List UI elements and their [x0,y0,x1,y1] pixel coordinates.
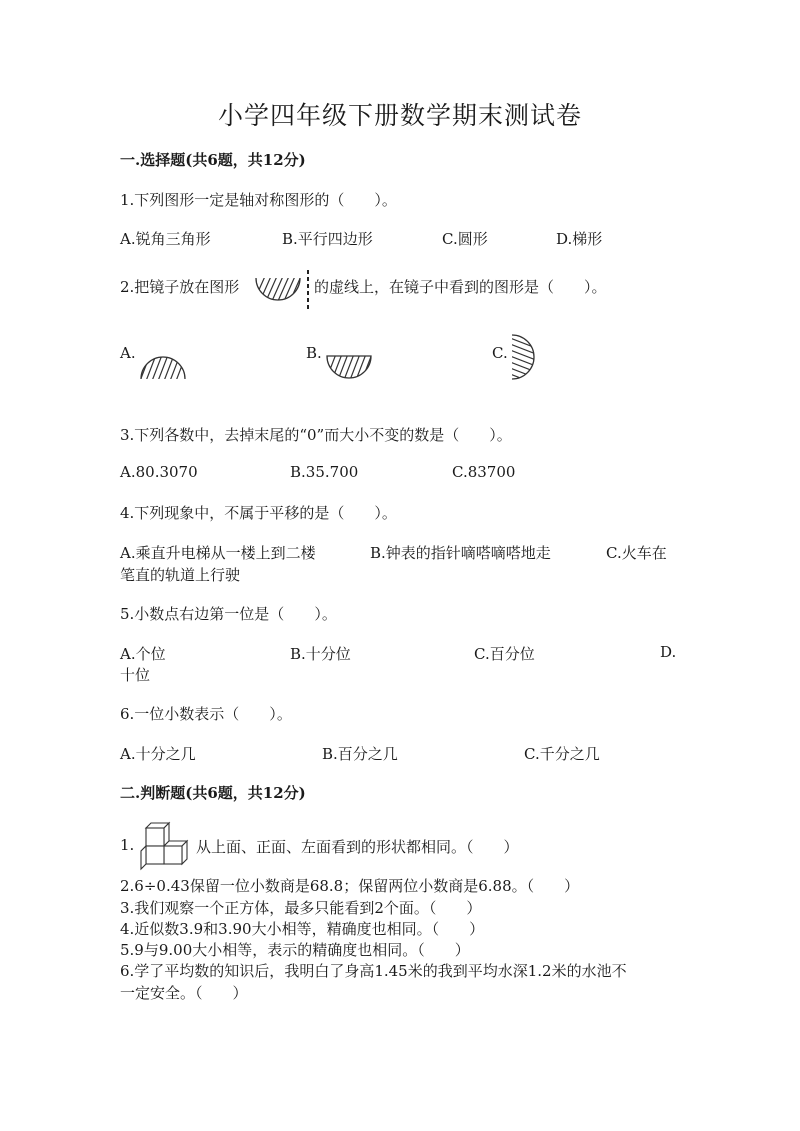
q6-option-c: C.千分之几 [524,745,600,763]
question-6: 6.一位小数表示（ ）。 [120,705,292,723]
question-1: 1.下列图形一定是轴对称图形的（ ）。 [120,191,397,209]
question-2-part1: 2.把镜子放在图形 [120,278,240,296]
q1-option-b: B.平行四边形 [282,230,373,248]
q2-option-c-figure [510,334,536,380]
q1-option-c: C.圆形 [442,230,488,248]
question-2-part2: 的虚线上，在镜子中看到的图形是（ ）。 [314,278,607,296]
q2-option-a: A. [120,344,136,362]
q6-option-b: B.百分之几 [322,745,398,763]
q2-option-a-figure [140,355,186,381]
q5-option-a: A.个位 [120,645,166,663]
q3-option-c: C.83700 [452,463,516,481]
judgment-4: 4.近似数3.9和3.90大小相等，精确度也相同。（ ） [120,920,485,938]
section-heading-judgment: 二.判断题(共6题，共12分) [120,784,306,802]
q5-option-c: C.百分位 [474,645,535,663]
judgment-5: 5.9与9.00大小相等，表示的精确度也相同。（ ） [120,941,470,959]
q4-option-b: B.钟表的指针嘀嗒嘀嗒地走 [370,544,551,562]
q2-option-b-figure [326,354,372,380]
q1-option-a: A.锐角三角形 [120,230,211,248]
judgment-3: 3.我们观察一个正方体，最多只能看到2个面。（ ） [120,899,482,917]
judgment-2: 2.6÷0.43保留一位小数商是68.8；保留两位小数商是6.88。（ ） [120,877,580,895]
judgment-6: 6.学了平均数的知识后，我明白了身高1.45米的我到平均水深1.2米的水池不 [120,962,627,980]
q5-option-b: B.十分位 [290,645,351,663]
q4-option-c-continued: 笔直的轨道上行驶 [120,566,241,584]
page-title: 小学四年级下册数学期末测试卷 [217,101,582,130]
q3-option-b: B.35.700 [290,463,359,481]
q4-option-c: C.火车在 [606,544,667,562]
q1-option-d: D.梯形 [556,230,603,248]
q5-option-d: D. [660,643,677,661]
q2-half-circle-figure [252,270,312,315]
judgment-1: 从上面、正面、左面看到的形状都相同。（ ） [196,838,519,856]
q2-option-c: C. [492,344,508,362]
cube-stack-figure [138,820,190,866]
question-5: 5.小数点右边第一位是（ ）。 [120,605,337,623]
question-3: 3.下列各数中，去掉末尾的“0”而大小不变的数是（ ）。 [120,426,512,444]
section-heading-choice: 一.选择题(共6题，共12分) [120,151,306,169]
q2-option-b: B. [306,344,322,362]
q3-option-a: A.80.3070 [120,463,198,481]
question-4: 4.下列现象中，不属于平移的是（ ）。 [120,504,397,522]
judgment-6-continued: 一定安全。（ ） [120,984,248,1002]
judgment-1-number: 1. [120,836,135,854]
q6-option-a: A.十分之几 [120,745,196,763]
q4-option-a: A.乘直升电梯从一楼上到二楼 [120,544,316,562]
q5-option-d-continued: 十位 [120,666,151,684]
